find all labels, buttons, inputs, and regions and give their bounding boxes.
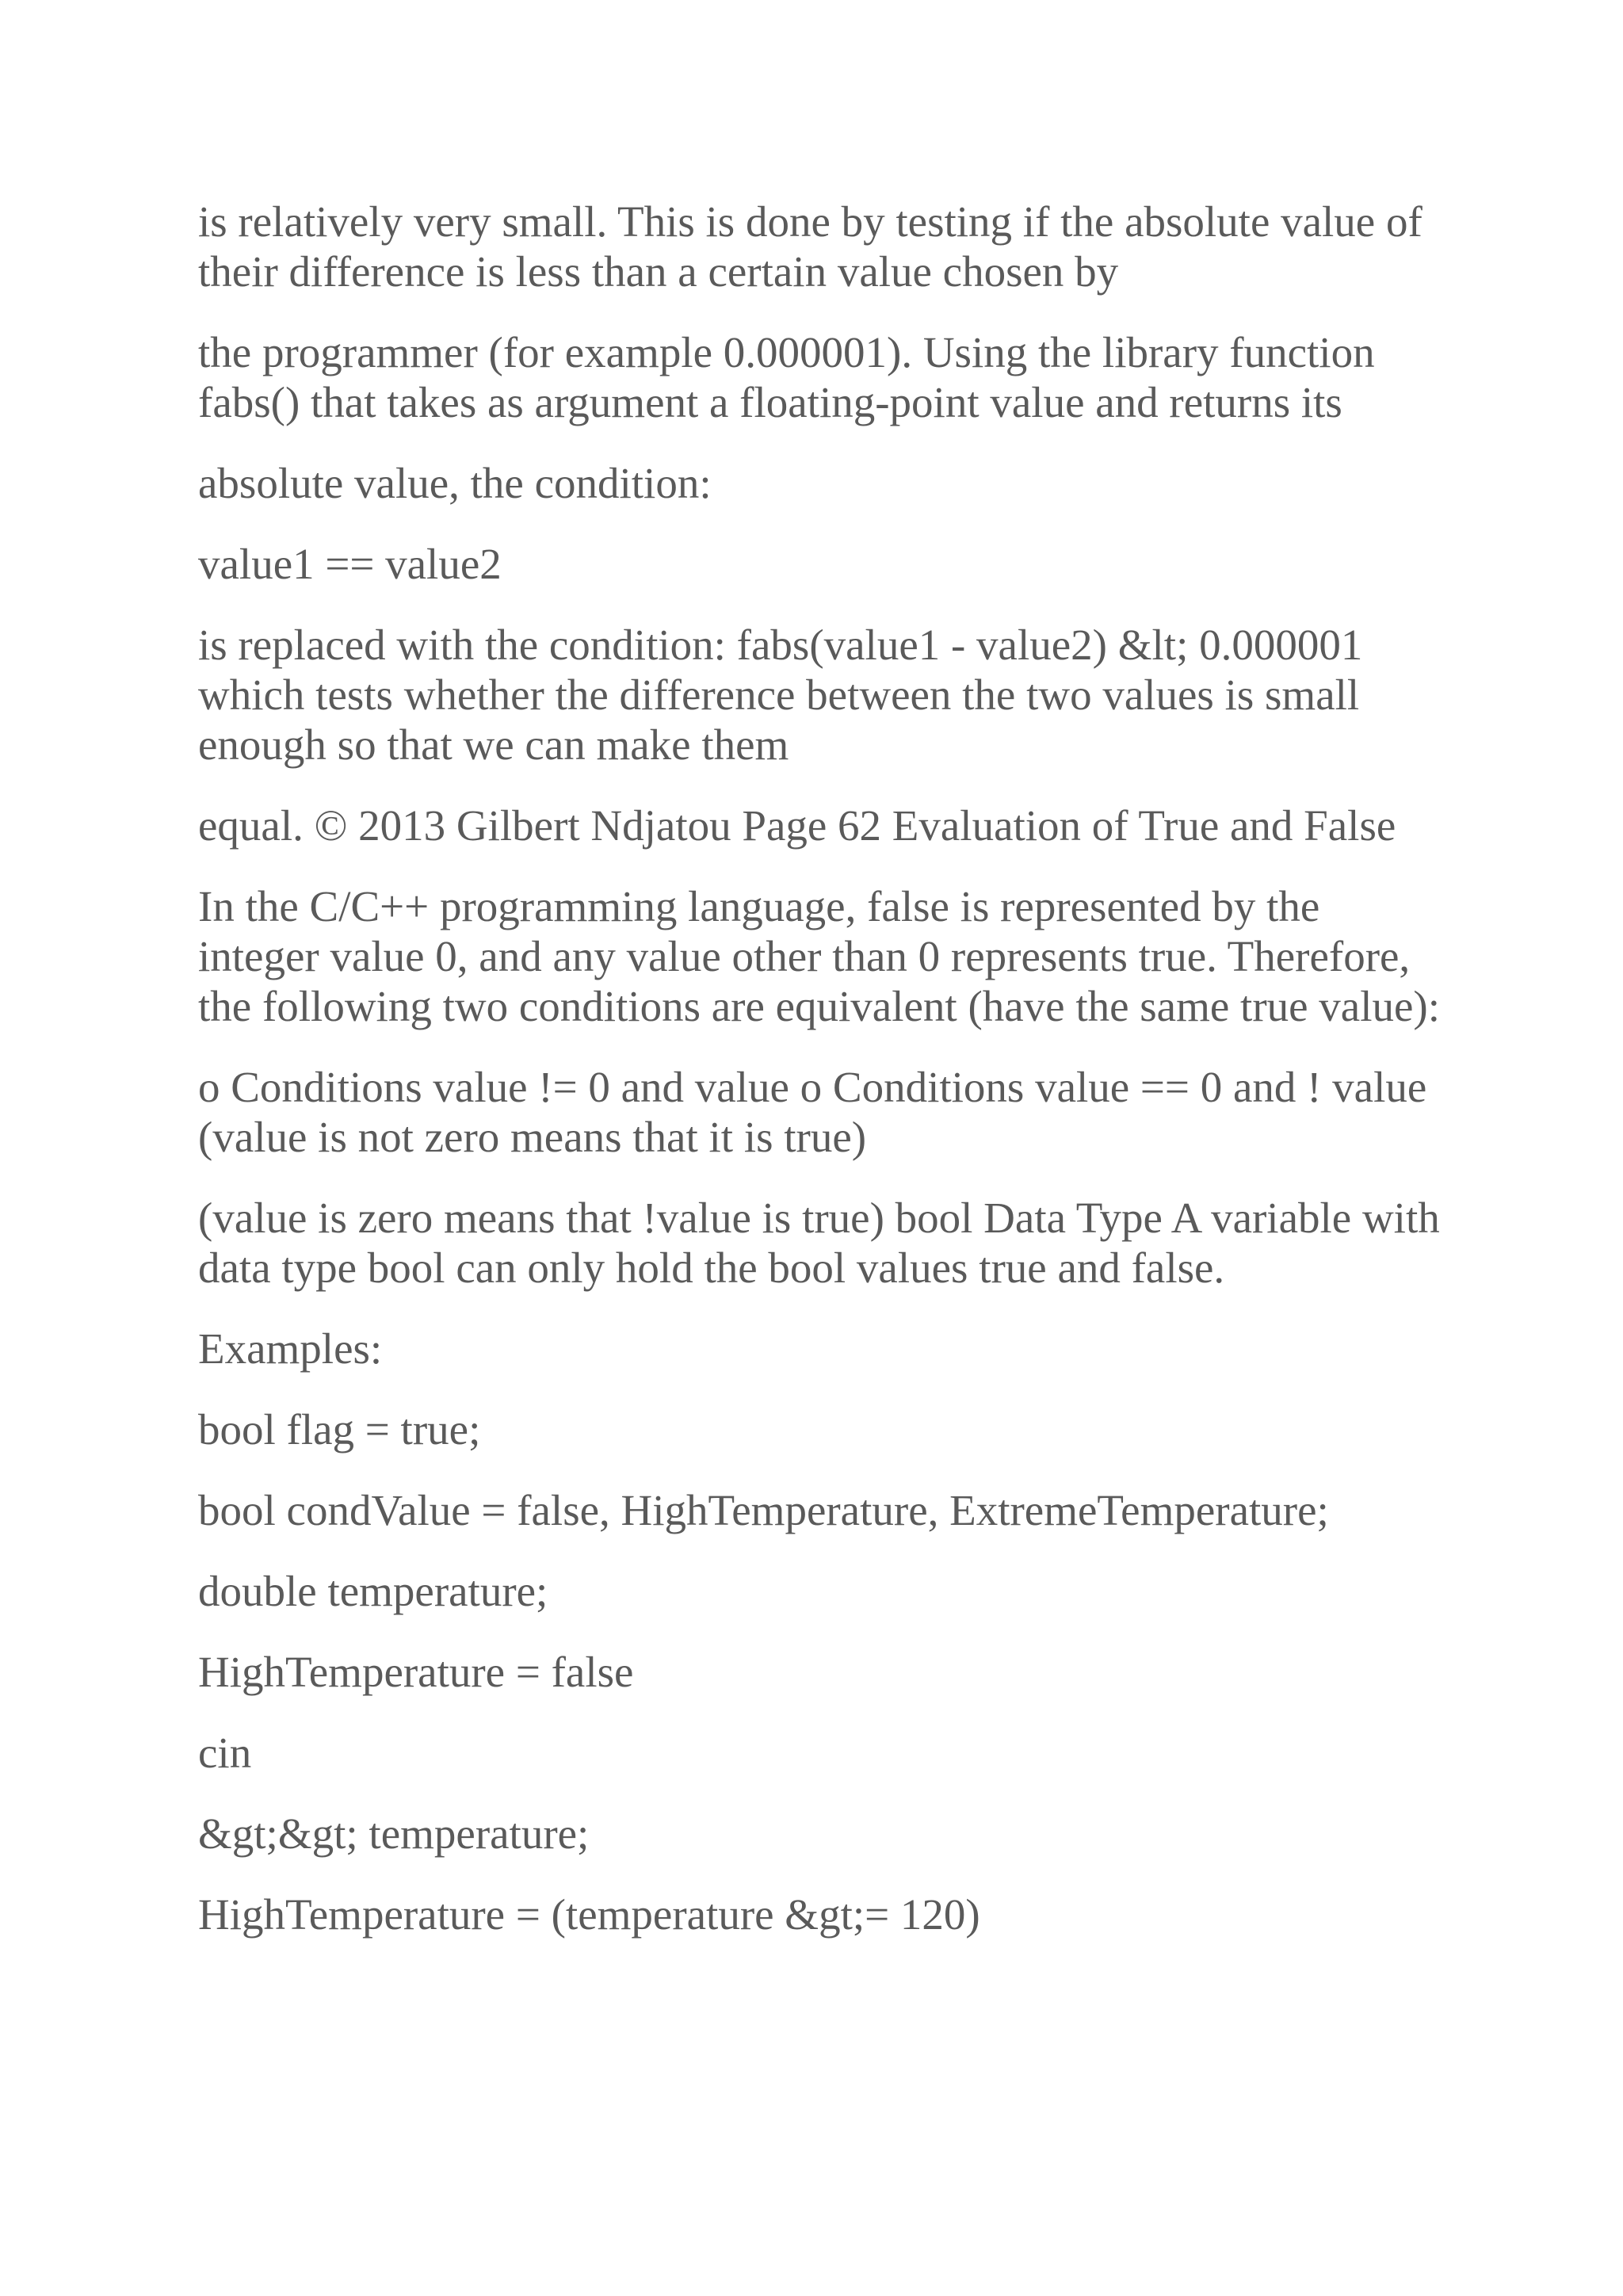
code-line-1: bool flag = true; (198, 1405, 481, 1454)
paragraph-1: is relatively very small. This is done by testing if the absolute value of their difference is less than a certain value chosen by (198, 197, 1423, 296)
paragraph-7: o Conditions value != 0 and value o Conditions value == 0 and ! value (value is not zero means that it is true) (198, 1063, 1427, 1161)
paragraph-8: (value is zero means that !value is true) bool Data Type A variable with data type bool can only hold the bool values true and false. (198, 1194, 1440, 1292)
code-line-5: cin (198, 1729, 252, 1777)
code-line-4: HighTemperature = false (198, 1648, 634, 1696)
paragraph-3: absolute value, the condition: (198, 459, 712, 507)
paragraph-6: In the C/C++ programming language, false is represented by the integer value 0, and any value other than 0 represents true. Therefore, the following two conditions are equivalent (have the same true value): (198, 882, 1440, 1030)
code-line-6: &gt;&gt; temperature; (198, 1809, 590, 1858)
code-line-7: HighTemperature = (temperature &gt;= 120) (198, 1890, 980, 1939)
paragraph-4: is replaced with the condition: fabs(value1 - value2) &lt; 0.000001 which tests whether the difference between the two values is small enough so that we can make them (198, 621, 1363, 769)
examples-heading: Examples: (198, 1324, 383, 1373)
code-line-comparison: value1 == value2 (198, 540, 502, 588)
code-line-3: double temperature; (198, 1567, 548, 1615)
paragraph-5: equal. © 2013 Gilbert Ndjatou Page 62 Evaluation of True and False (198, 801, 1396, 850)
code-line-2: bool condValue = false, HighTemperature, ExtremeTemperature; (198, 1486, 1329, 1534)
paragraph-2: the programmer (for example 0.000001). Using the library function fabs() that takes as argument a floating-point value and returns its (198, 328, 1375, 426)
page-body (198, 197, 1450, 1970)
